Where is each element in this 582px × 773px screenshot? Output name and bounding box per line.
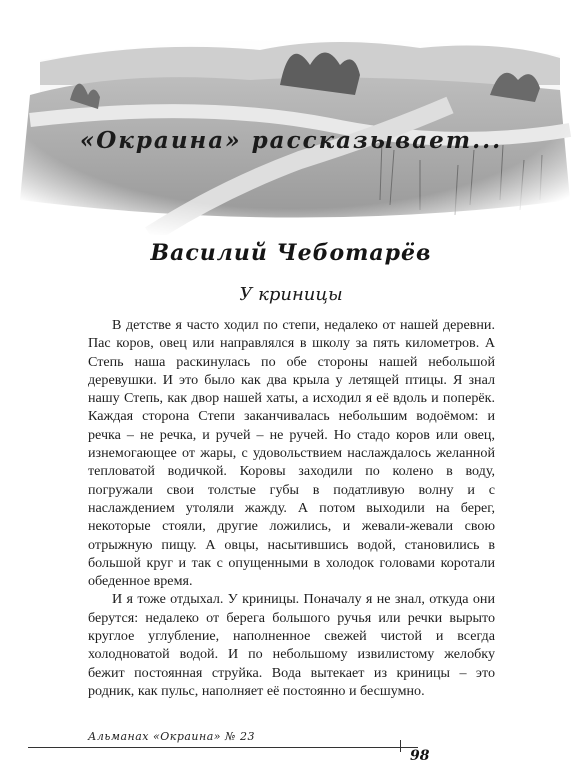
paragraph: И я тоже отдыхал. У криницы. Поначалу я не знал, откуда они берутся: недалеко от берега большого ручья или речки вырыто круглое углубление, наполненное свежей чистой и всегда холодноватой водой. И по небольшому извилистому желобку бежит постоянная струйка. Вода вытекает из криницы – это родник, как пульс, наполняет её постоянно и бесшумно. (88, 591, 495, 699)
story-title: У криницы (239, 284, 343, 305)
section-heading: «Окраина» рассказывает... (79, 127, 503, 154)
paragraph: В детстве я часто ходил по степи, недалеко от нашей деревни. Пас коров, овец или направлялся в школу за пять километров. А Степь наша раскинулась по обе стороны нашей небольшой деревушки. И это было как два крыла у летящей птицы. Я знал нашу Степь, как двор нашей хаты, а исходил я её вдоль и поперёк. Каждая сторона Степи заканчивалась небольшим водоёмом: и речка – не речка, и ручей – не ручей. Но стадо коров или овец, изнемогающее от жары, с удовольствием наслаждалось желанной тепловатой водичкой. Коровы заходили по колено в воду, погружали свои толстые губы в податливую волну и с наслаждением утоляли жажду. А потом выходили на берег, некоторые стояли, другие ложились, и жевали-жевали свою отрыжную пищу. А овцы, насытившись водой, становились в большой круг и так с опущенными в холодок головами коротали обеденное время. (88, 317, 495, 590)
steppe-landscape-illustration (0, 0, 582, 235)
footer-rule (28, 747, 418, 748)
footer-tick (400, 740, 401, 752)
author-name: Василий Чеботарёв (150, 240, 432, 266)
page-number: 98 (410, 748, 430, 764)
almanac-footer: Альманах «Окраина» № 23 (88, 730, 255, 743)
story-body (88, 316, 495, 700)
